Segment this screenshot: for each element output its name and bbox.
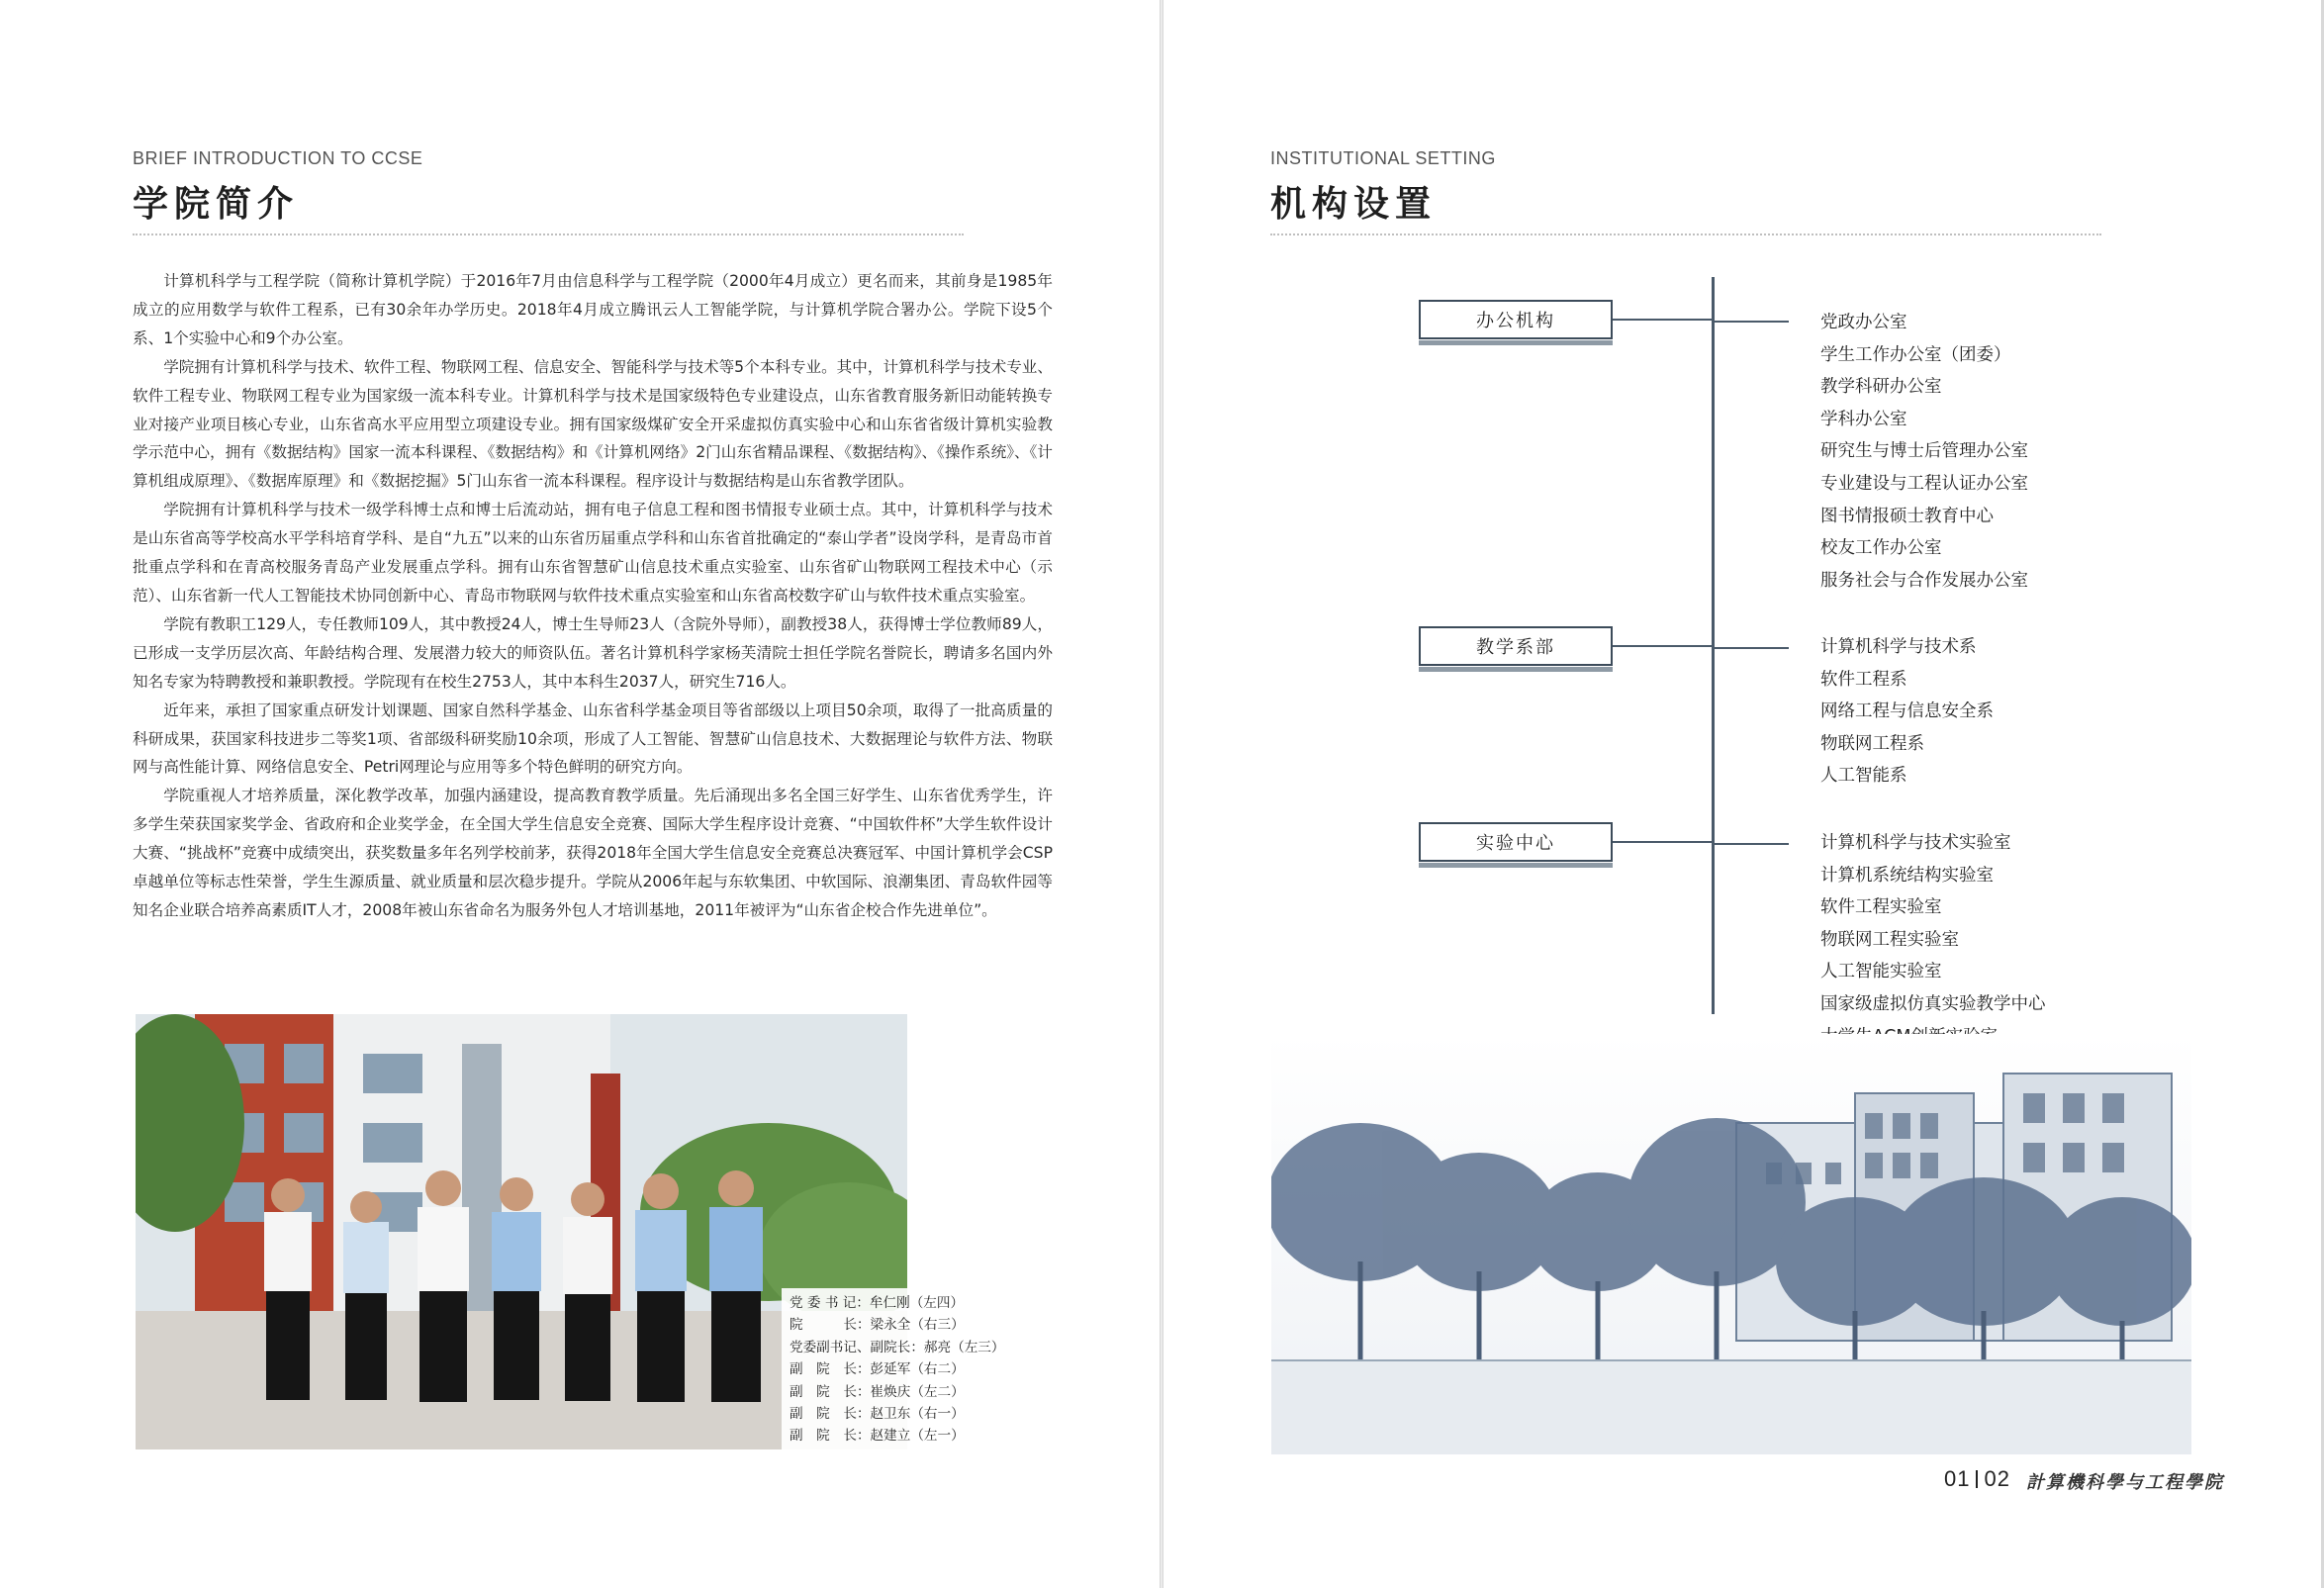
intro-paragraph: 学院拥有计算机科学与技术一级学科博士点和博士后流动站，拥有电子信息工程和图书情报专业硕士点。其中，计算机科学与技术是山东省高等学校高水平学科培育学科、是自“九五”以来的山东省历届重点学科和山东省首批确定的“泰山学者”设岗学科，是青岛市首批重点学科和在青高校服务青岛产业发展重点学科。拥有山东省智慧矿山信息技术重点实验室、山东省矿山物联网工程技术中心（示范）、山东省新一代人工智能技术协同创新中心、青岛市物联网与软件技术重点实验室和山东省高校数字矿山与软件技术重点实验室。	[133, 501, 1053, 605]
list-item: 计算机科学与技术实验室	[1820, 833, 2011, 853]
section-eyebrow: INSTITUTIONAL SETTING	[1270, 148, 1496, 168]
list-item: 学科办公室	[1820, 409, 1907, 429]
page-title: 学院简介	[133, 184, 300, 225]
org-box-office: 办公机构	[1419, 300, 1613, 339]
list-item: 学生工作办公室（团委）	[1820, 344, 2011, 365]
book-spine	[1160, 0, 1163, 1588]
intro-paragraph: 近年来，承担了国家重点研发计划课题、国家自然科学基金、山东省科学基金项目等省部级以上项目50余项，取得了一批高质量的科研成果，获国家科技进步二等奖1项、省部级科研奖励10余项，形成了人工智能、智慧矿山信息技术、大数据理论与软件方法、物联网与高性能计算、网络信息安全、Petri网理论与应用等多个特色鲜明的研究方向。	[133, 701, 1053, 777]
page-numbers	[1944, 1466, 2010, 1492]
list-item: 物联网工程实验室	[1820, 929, 1959, 950]
caption-line: 副 院 长：崔焕庆（左二）	[790, 1383, 965, 1400]
list-item: 校友工作办公室	[1820, 538, 1942, 559]
page-number-right: 02	[1984, 1466, 2010, 1491]
list-item: 研究生与博士后管理办公室	[1820, 441, 2028, 462]
org-connector	[1715, 647, 1789, 649]
list-item: 软件工程系	[1820, 669, 1907, 690]
campus-sketch-image	[1271, 1034, 2191, 1454]
caption-line: 院 长：梁永全（右三）	[790, 1317, 965, 1334]
intro-paragraph: 计算机科学与工程学院（简称计算机学院）于2016年7月由信息科学与工程学院（2000年4月成立）更名而来，其前身是1985年成立的应用数学与软件工程系，已有30余年办学历史。2018年4月成立腾讯云人工智能学院，与计算机学院合署办公。学院下设5个系、1个实验中心和9个办公室。	[133, 272, 1053, 347]
department-list	[1820, 631, 1994, 793]
section-eyebrow: BRIEF INTRODUCTION TO CCSE	[133, 148, 423, 168]
list-item: 教学科研办公室	[1820, 377, 1942, 398]
org-trunk-line	[1712, 277, 1715, 1014]
caption-line: 副 院 长：彭延军（右二）	[790, 1361, 965, 1378]
office-list	[1820, 307, 2028, 597]
org-box-lab-center: 实验中心	[1419, 822, 1613, 862]
org-connector	[1613, 645, 1712, 647]
list-item: 网络工程与信息安全系	[1820, 701, 1994, 722]
page-number-left: 01	[1944, 1466, 1971, 1491]
list-item: 计算机科学与技术系	[1820, 637, 1977, 657]
list-item: 软件工程实验室	[1820, 897, 1942, 918]
org-connector	[1715, 321, 1789, 323]
caption-line: 党 委 书 记：牟仁刚（左四）	[790, 1295, 965, 1311]
intro-paragraph: 学院拥有计算机科学与技术、软件工程、物联网工程、信息安全、智能科学与技术等5个本科专业。其中，计算机科学与技术专业、软件工程专业、物联网工程专业为国家级一流本科专业。计算机科学与技术是国家级特色专业建设点，山东省教育服务新旧动能转换专业对接产业项目核心专业，山东省高水平应用型立项建设专业。拥有国家级煤矿安全开采虚拟仿真实验中心和山东省省级计算机实验教学示范中心，拥有《数据结构》国家一流本科课程、《数据结构》和《计算机网络》2门山东省精品课程、《数据结构》、《操作系统》、《计算机组成原理》、《数据库原理》和《数据挖掘》5门山东省一流本科课程。程序设计与数据结构是山东省教学团队。	[133, 357, 1053, 491]
intro-paragraph: 学院重视人才培养质量，深化教学改革，加强内涵建设，提高教育教学质量。先后涌现出多名全国三好学生、山东省优秀学生，许多学生荣获国家奖学金、省政府和企业奖学金，在全国大学生信息安全竞赛、国际大学生程序设计竞赛、“中国软件杯”大学生软件设计大赛、“挑战杯”竞赛中成绩突出，获奖数量多年名列学校前茅，获得2018年全国大学生信息安全竞赛总决赛冠军、中国计算机学会CSP卓越单位等标志性荣誉，学生生源质量、就业质量和层次稳步提升。学院从2006年起与东软集团、中软国际、浪潮集团、青岛软件园等知名企业联合培养高素质IT人才，2008年被山东省命名为服务外包人才培训基地，2011年被评为“山东省企校合作先进单位”。	[133, 787, 1053, 919]
title-divider	[133, 234, 964, 235]
org-connector	[1613, 841, 1712, 843]
org-connector	[1613, 319, 1712, 321]
page-number-separator	[1976, 1470, 1978, 1488]
left-page	[0, 0, 1160, 1588]
photo-captions	[782, 1288, 1065, 1451]
page-title: 机构设置	[1270, 184, 1438, 225]
list-item: 专业建设与工程认证办公室	[1820, 473, 2028, 494]
list-item: 人工智能实验室	[1820, 962, 1942, 982]
caption-line: 副 院 长：赵卫东（右一）	[790, 1406, 965, 1423]
list-item: 服务社会与合作发展办公室	[1820, 570, 2028, 591]
org-box-departments: 教学系部	[1419, 626, 1613, 666]
caption-line: 副 院 长：赵建立（左一）	[790, 1428, 965, 1445]
list-item: 党政办公室	[1820, 313, 1907, 332]
intro-text	[133, 267, 1053, 925]
list-item: 国家级虚拟仿真实验教学中心	[1820, 993, 2046, 1014]
college-name-logo: 計算機科學与工程學院	[2026, 1472, 2224, 1493]
list-item: 物联网工程系	[1820, 733, 1924, 754]
title-divider	[1270, 234, 2101, 235]
list-item: 人工智能系	[1820, 766, 1907, 787]
list-item: 计算机系统结构实验室	[1820, 865, 1994, 886]
list-item: 图书情报硕士教育中心	[1820, 506, 1994, 526]
org-connector	[1715, 843, 1789, 845]
caption-line: 党委副书记、副院长：郝亮（左三）	[790, 1339, 1005, 1355]
intro-paragraph: 学院有教职工129人，专任教师109人，其中教授24人，博士生导师23人（含院外导师），副教授38人，获得博士学位教师89人，已形成一支学历层次高、年龄结构合理、发展潜力较大的师资队伍。著名计算机科学家杨芙清院士担任学院名誉院长，聘请多名国内外知名专家为特聘教授和兼职教授。学院现有在校生2753人，其中本科生2037人，研究生716人。	[133, 614, 1053, 691]
